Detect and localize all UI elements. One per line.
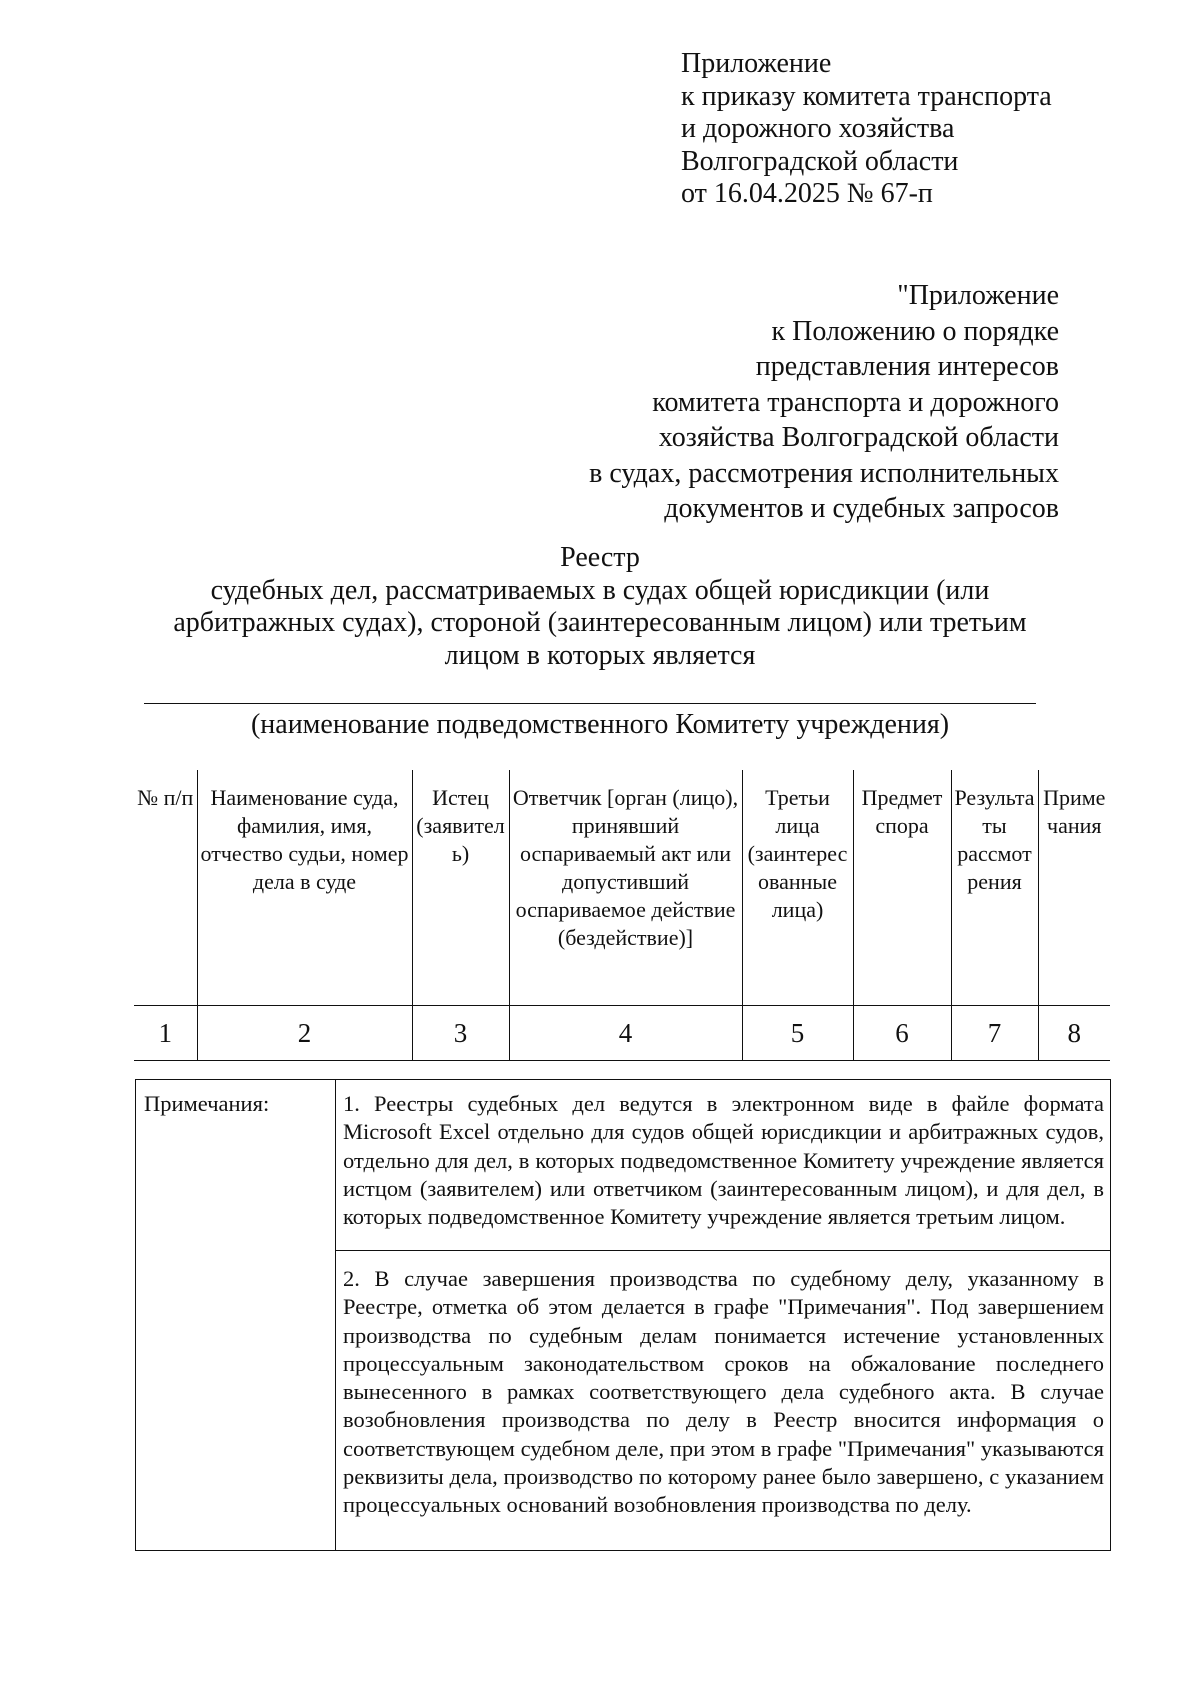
column-number: 6 bbox=[853, 1006, 951, 1061]
column-number: 8 bbox=[1038, 1006, 1110, 1061]
note-text: 1. Реестры судебных дел ведутся в электронном виде в файле формата Microsoft Excel отдельно для судов общей юрисдикции и арбитражных судов, отдельно для дел, в которых подведомственное Комитету учреждение является истцом (заявителем) или ответчиком (заинтересованным лицом), и для дел, в которых подведомственное Комитету учреждение является третьим лицом. bbox=[336, 1080, 1111, 1251]
column-header: Предмет спора bbox=[853, 770, 951, 1006]
regulation-appendix-line: к Положению о порядке bbox=[771, 315, 1059, 347]
order-appendix-line: и дорожного хозяйства bbox=[681, 113, 955, 144]
institution-fill-line bbox=[144, 703, 1036, 704]
regulation-appendix-line: комитета транспорта и дорожного bbox=[652, 386, 1059, 418]
column-number: 2 bbox=[197, 1006, 412, 1061]
column-number: 3 bbox=[412, 1006, 509, 1061]
column-number: 7 bbox=[951, 1006, 1038, 1061]
regulation-appendix-line: представления интересов bbox=[755, 351, 1059, 382]
order-date-number: от 16.04.2025 № 67-п bbox=[681, 178, 933, 209]
register-subtitle-line: лицом в которых является bbox=[444, 639, 756, 671]
notes-label: Примечания: bbox=[136, 1080, 336, 1551]
order-appendix-block bbox=[681, 48, 1052, 211]
regulation-appendix-line: "Приложение bbox=[897, 280, 1059, 311]
regulation-appendix-line: хозяйства Волгоградской области bbox=[658, 422, 1059, 453]
column-header: Истец (заявитель) bbox=[412, 770, 509, 1006]
register-header-row bbox=[134, 770, 1110, 1006]
register-subtitle-line: арбитражных судах), стороной (заинтересованным лицом) или третьим bbox=[173, 607, 1027, 638]
register-heading: Реестр bbox=[560, 542, 640, 573]
column-number: 5 bbox=[742, 1006, 853, 1061]
register-subtitle-line: судебных дел, рассматриваемых в судах общей юрисдикции (или bbox=[210, 574, 990, 606]
regulation-appendix-line: в судах, рассмотрения исполнительных bbox=[589, 457, 1059, 489]
register-table bbox=[134, 770, 1110, 1061]
order-appendix-line: Приложение bbox=[681, 48, 832, 79]
column-header: Ответчик [орган (лицо), принявший оспариваемый акт или допустивший оспариваемое действие (бездействие)] bbox=[509, 770, 742, 1006]
column-number-row bbox=[134, 1006, 1110, 1061]
column-number: 1 bbox=[134, 1006, 197, 1061]
column-header: Третьи лица (заинтересованные лица) bbox=[742, 770, 853, 1006]
register-title bbox=[130, 542, 1070, 672]
regulation-appendix-block bbox=[589, 278, 1059, 527]
note-text: 2. В случае завершения производства по судебному делу, указанному в Реестре, отметка об этом делается в графе "Примечания". Под завершением производства по судебным делам понимается истечение установленных процессуальным законодательством сроков на обжалование последнего вынесенного в рамках соответствующего дела судебного акта. В случае возобновления производства по делу в Реестр вносится информация о соответствующем судебном деле, при этом в графе "Примечания" указываются реквизиты дела, производство по которому ранее было завершено, с указанием процессуальных оснований возобновления производства по делу. bbox=[336, 1251, 1111, 1551]
notes-table bbox=[135, 1079, 1111, 1551]
regulation-appendix-line: документов и судебных запросов bbox=[664, 493, 1059, 524]
order-appendix-line: к приказу комитета транспорта bbox=[681, 80, 1052, 112]
column-header: Результаты рассмотрения bbox=[951, 770, 1038, 1006]
order-appendix-line: Волгоградской области bbox=[681, 145, 959, 177]
column-header: Наименование суда, фамилия, имя, отчество судьи, номер дела в суде bbox=[197, 770, 412, 1006]
column-number: 4 bbox=[509, 1006, 742, 1061]
column-header: № п/п bbox=[134, 770, 197, 1006]
institution-fill-caption: (наименование подведомственного Комитету учреждения) bbox=[250, 709, 950, 740]
note-row bbox=[136, 1080, 1111, 1251]
column-header: Примечания bbox=[1038, 770, 1110, 1006]
